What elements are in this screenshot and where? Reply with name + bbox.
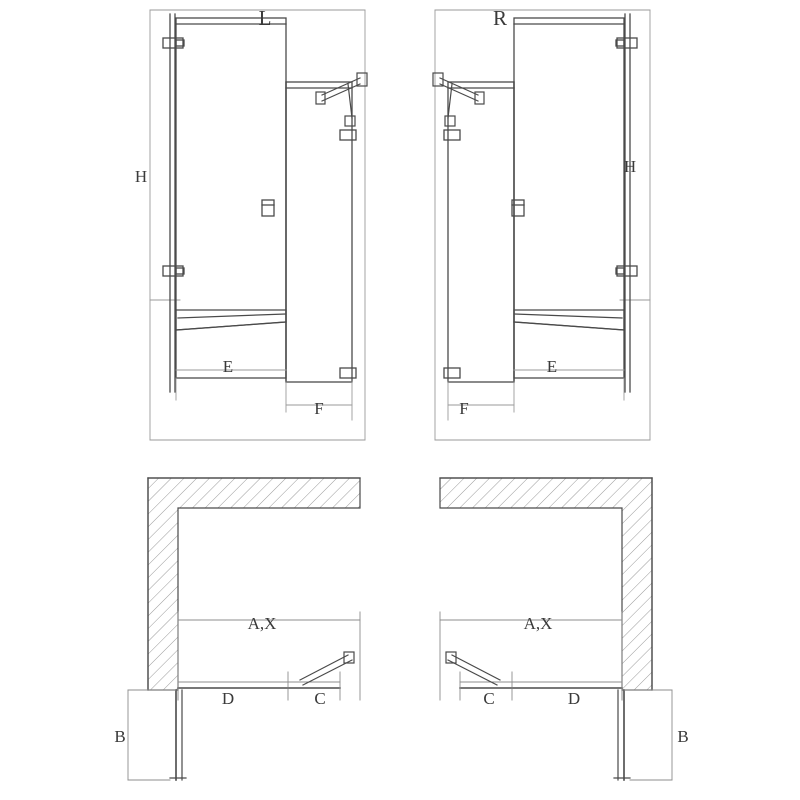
label-door-wide-right: E xyxy=(546,357,558,376)
label-plan-door-wide-right: D xyxy=(567,689,581,708)
label-height-right: H xyxy=(623,157,637,176)
hinge-icon xyxy=(444,368,460,378)
hinge-icon xyxy=(340,368,356,378)
plan-left-view xyxy=(128,478,360,780)
elevation-right-view xyxy=(433,10,650,440)
label-overall-width-left: A,X xyxy=(247,614,277,633)
hinge-icon xyxy=(340,130,356,140)
label-depth-left: B xyxy=(114,727,126,746)
label-door-narrow-left: F xyxy=(314,399,324,418)
elevation-left-view xyxy=(150,10,367,440)
plan-right-view xyxy=(440,478,672,780)
hinge-icon xyxy=(163,266,184,276)
label-left-hand: L xyxy=(258,6,272,30)
hinge-icon xyxy=(444,130,460,140)
handle-icon xyxy=(262,200,274,216)
label-plan-door-narrow-right: C xyxy=(483,689,495,708)
label-overall-width-right: A,X xyxy=(523,614,553,633)
label-height-left: H xyxy=(134,167,148,186)
label-depth-right: B xyxy=(677,727,689,746)
label-plan-door-narrow-left: C xyxy=(314,689,326,708)
hinge-icon xyxy=(163,38,184,48)
label-door-wide-left: E xyxy=(222,357,234,376)
label-door-narrow-right: F xyxy=(459,399,469,418)
label-right-hand: R xyxy=(492,6,508,30)
hinge-icon xyxy=(616,38,637,48)
label-plan-door-wide-left: D xyxy=(221,689,235,708)
hinge-icon xyxy=(616,266,637,276)
